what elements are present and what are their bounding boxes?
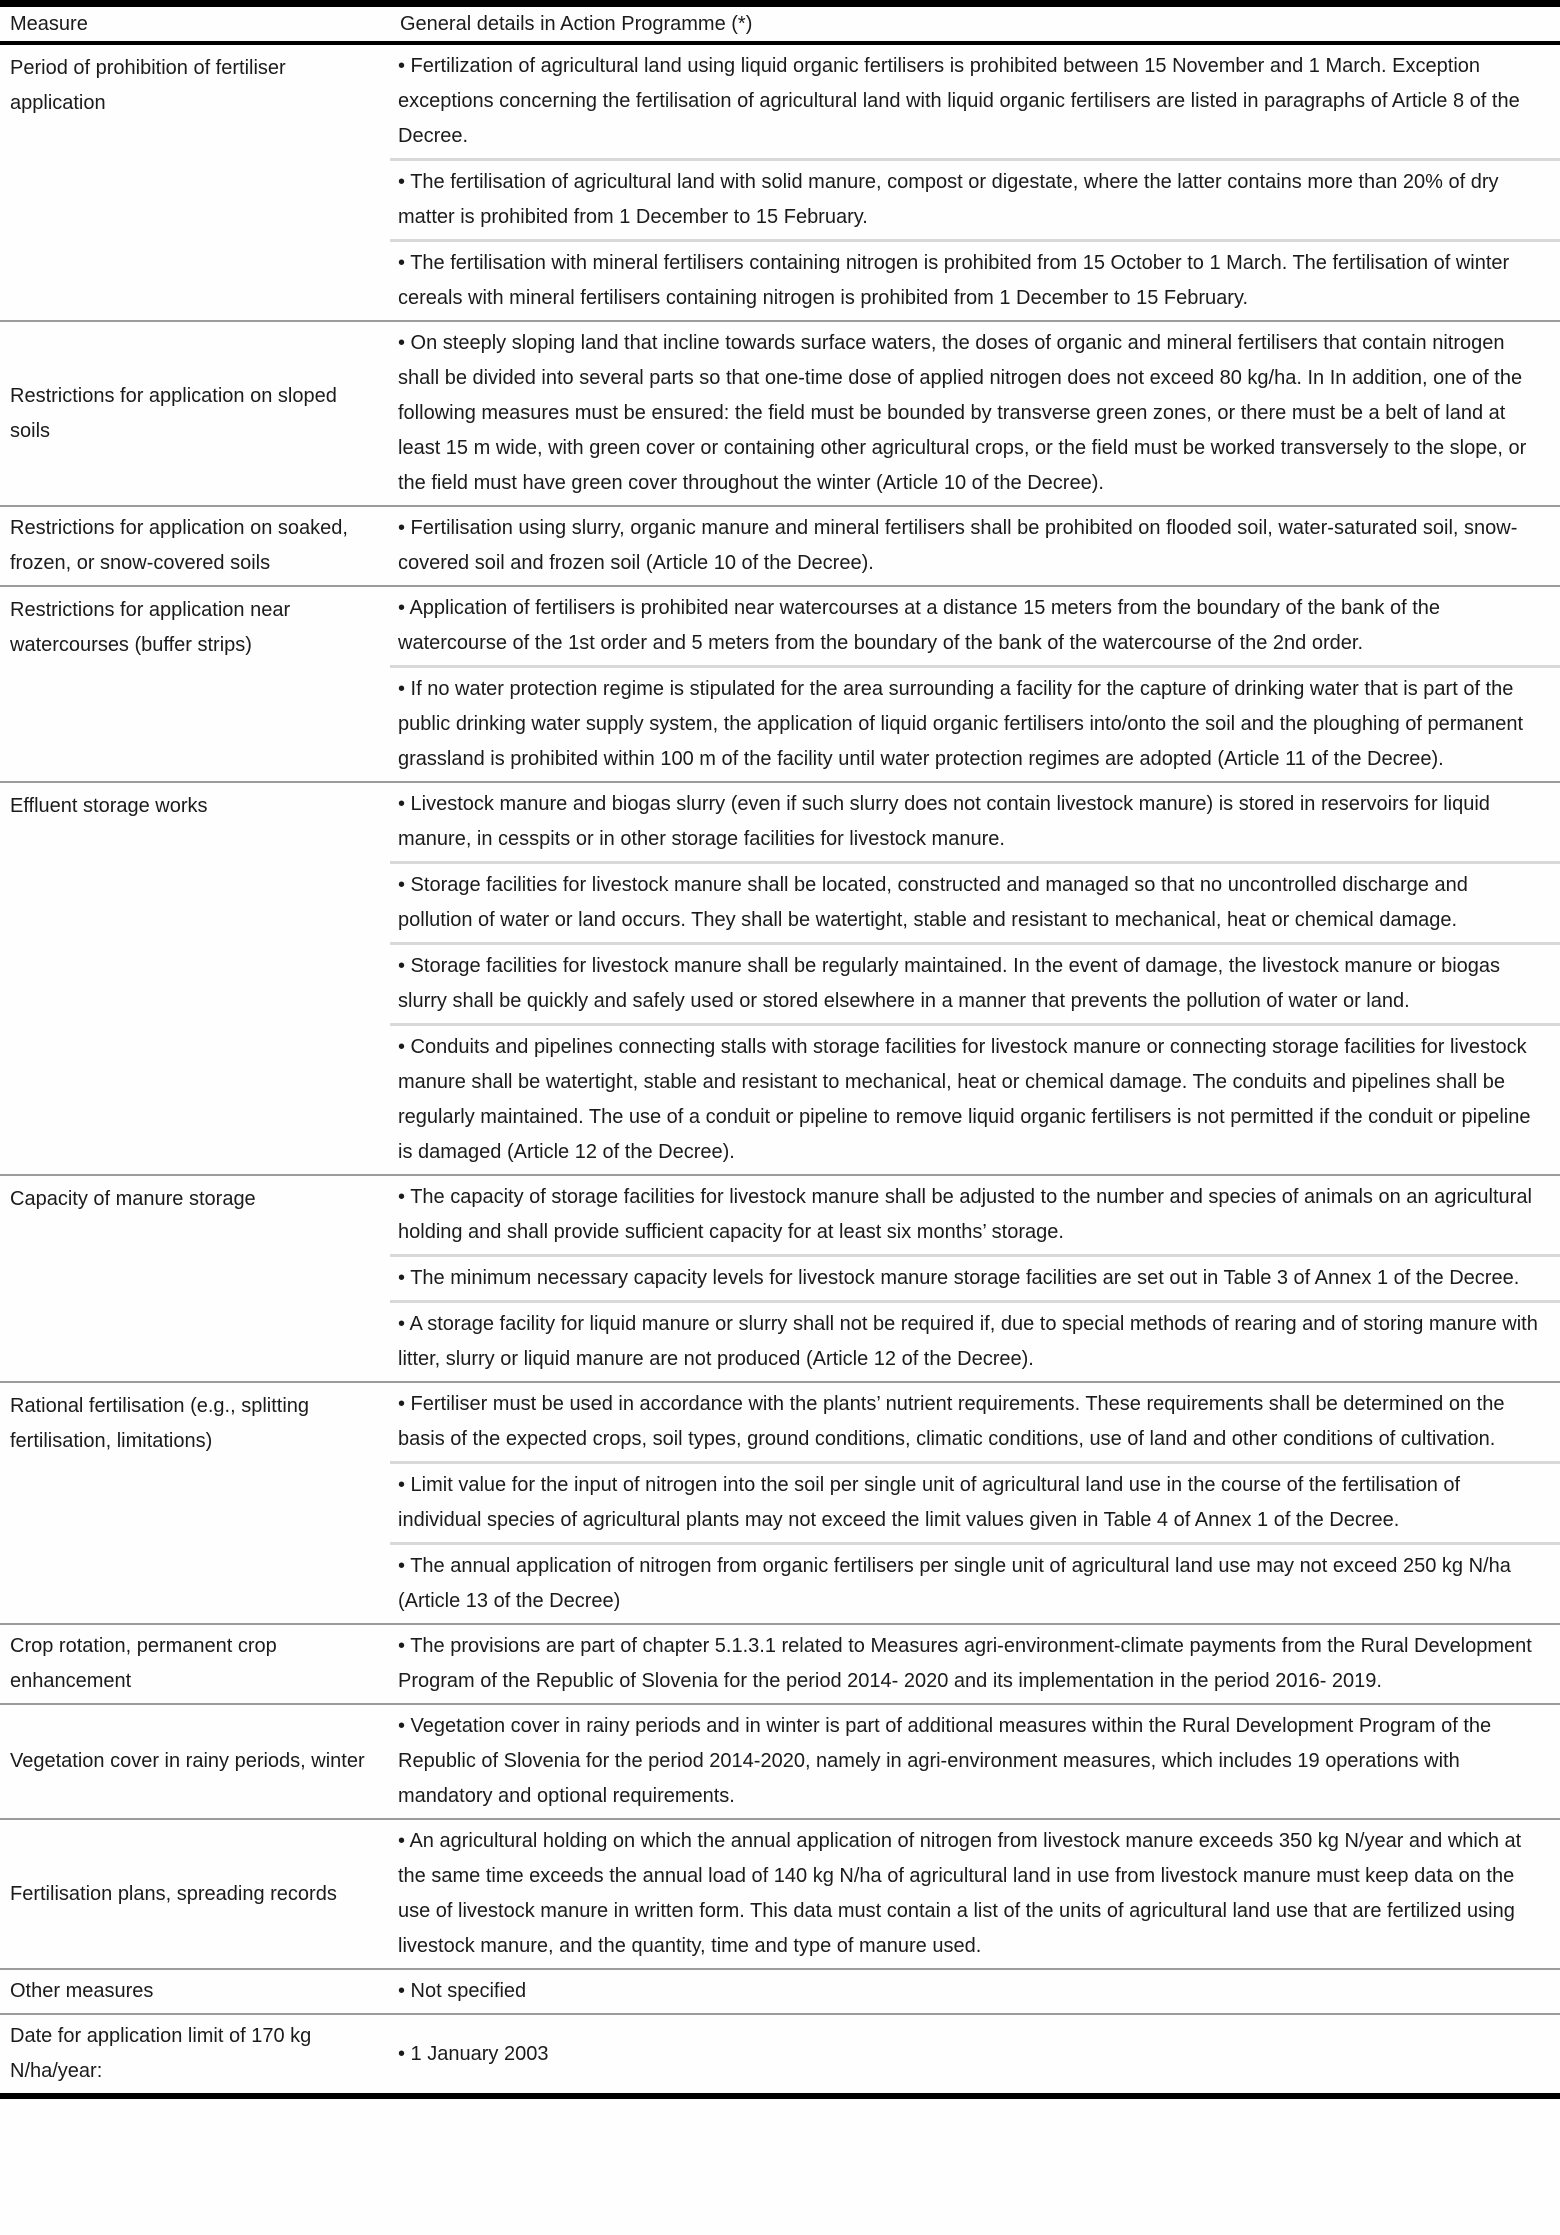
column-header-general-details: General details in Action Programme (*) bbox=[390, 4, 1560, 44]
measure-detail: • Fertilisation using slurry, organic manure and mineral fertilisers shall be prohibited on flooded soil, water-saturated soil, snow-covered soil and frozen soil (Article 10 of the Decree). bbox=[390, 506, 1560, 586]
measure-row bbox=[0, 321, 1560, 506]
measure-detail: • Application of fertilisers is prohibited near watercourses at a distance 15 meters from the boundary of the bank of the watercourse of the 1st order and 5 meters from the boundary of the bank of the watercourse of the 2nd order. bbox=[390, 586, 1560, 667]
measure-row bbox=[0, 782, 1560, 863]
measure-detail: • On steeply sloping land that incline towards surface waters, the doses of organic and mineral fertilisers that contain nitrogen shall be divided into several parts so that one-time dose of applied nitrogen does not exceed 80 kg/ha. In In addition, one of the following measures must be ensured: the field must be bounded by transverse green zones, or there must be a belt of land at least 15 m wide, with green cover or containing other agricultural crops, or the field must be worked transversely to the slope, or the field must have green cover throughout the winter (Article 10 of the Decree). bbox=[390, 321, 1560, 506]
header-row bbox=[0, 4, 1560, 44]
measure-detail: • 1 January 2003 bbox=[390, 2014, 1560, 2096]
measures-table-body bbox=[0, 43, 1560, 2096]
measure-row bbox=[0, 1969, 1560, 2014]
measure-label: Period of prohibition of fertiliser application bbox=[0, 43, 390, 321]
column-header-measure: Measure bbox=[0, 4, 390, 44]
measure-detail: • The minimum necessary capacity levels for livestock manure storage facilities are set out in Table 3 of Annex 1 of the Decree. bbox=[390, 1256, 1560, 1302]
measure-detail: • A storage facility for liquid manure or slurry shall not be required if, due to special methods of rearing and of storing manure with litter, slurry or liquid manure are not produced (Article 12 of the Decree). bbox=[390, 1302, 1560, 1383]
measure-label: Restrictions for application near watercourses (buffer strips) bbox=[0, 586, 390, 782]
measure-detail: • Storage facilities for livestock manure shall be located, constructed and managed so that no uncontrolled discharge and pollution of water or land occurs. They shall be watertight, stable and resistant to mechanical, heat or chemical damage. bbox=[390, 863, 1560, 944]
measure-label: Crop rotation, permanent crop enhancement bbox=[0, 1624, 390, 1704]
measure-label: Other measures bbox=[0, 1969, 390, 2014]
measure-label: Vegetation cover in rainy periods, winter bbox=[0, 1704, 390, 1819]
measure-detail: • The provisions are part of chapter 5.1.3.1 related to Measures agri-environment-climate payments from the Rural Development Program of the Republic of Slovenia for the period 2014- 2020 and its implementation in the period 2016- 2019. bbox=[390, 1624, 1560, 1704]
measure-label: Restrictions for application on soaked, frozen, or snow-covered soils bbox=[0, 506, 390, 586]
measure-label: Restrictions for application on sloped soils bbox=[0, 321, 390, 506]
measure-detail: • Livestock manure and biogas slurry (even if such slurry does not contain livestock manure) is stored in reservoirs for liquid manure, in cesspits or in other storage facilities for livestock manure. bbox=[390, 782, 1560, 863]
measure-label: Date for application limit of 170 kg N/ha/year: bbox=[0, 2014, 390, 2096]
measure-detail: • Fertilization of agricultural land using liquid organic fertilisers is prohibited between 15 November and 1 March. Exception exceptions concerning the fertilisation of agricultural land with liquid organic fertilisers are listed in paragraphs of Article 8 of the Decree. bbox=[390, 43, 1560, 160]
measure-row bbox=[0, 2014, 1560, 2096]
measure-detail: • Vegetation cover in rainy periods and in winter is part of additional measures within the Rural Development Program of the Republic of Slovenia for the period 2014-2020, namely in agri-environment measures, which includes 19 operations with mandatory and optional requirements. bbox=[390, 1704, 1560, 1819]
measure-detail: • If no water protection regime is stipulated for the area surrounding a facility for the capture of drinking water that is part of the public drinking water supply system, the application of liquid organic fertilisers into/onto the soil and the ploughing of permanent grassland is prohibited within 100 m of the facility until water protection regimes are adopted (Article 11 of the Decree). bbox=[390, 667, 1560, 783]
measure-row bbox=[0, 1819, 1560, 1969]
measure-detail: • The capacity of storage facilities for livestock manure shall be adjusted to the number and species of animals on an agricultural holding and shall provide sufficient capacity for at least six months’ storage. bbox=[390, 1175, 1560, 1256]
table-header bbox=[0, 4, 1560, 44]
measure-label: Fertilisation plans, spreading records bbox=[0, 1819, 390, 1969]
measure-detail: • Storage facilities for livestock manure shall be regularly maintained. In the event of damage, the livestock manure or biogas slurry shall be quickly and safely used or stored elsewhere in a manner that prevents the pollution of water or land. bbox=[390, 944, 1560, 1025]
measure-detail: • The fertilisation of agricultural land with solid manure, compost or digestate, where the latter contains more than 20% of dry matter is prohibited from 1 December to 15 February. bbox=[390, 160, 1560, 241]
measure-label: Effluent storage works bbox=[0, 782, 390, 1175]
measure-row bbox=[0, 1382, 1560, 1463]
measure-detail: • The annual application of nitrogen from organic fertilisers per single unit of agricultural land use may not exceed 250 kg N/ha (Article 13 of the Decree) bbox=[390, 1544, 1560, 1625]
measure-label: Capacity of manure storage bbox=[0, 1175, 390, 1382]
measure-detail: • The fertilisation with mineral fertilisers containing nitrogen is prohibited from 15 October to 1 March. The fertilisation of winter cereals with mineral fertilisers containing nitrogen is prohibited from 1 December to 15 February. bbox=[390, 241, 1560, 322]
measure-detail: • An agricultural holding on which the annual application of nitrogen from livestock manure exceeds 350 kg N/year and which at the same time exceeds the annual load of 140 kg N/ha of agricultural land in use from livestock manure must keep data on the use of livestock manure in written form. This data must contain a list of the units of agricultural land use that are fertilized using livestock manure, and the quantity, time and type of manure used. bbox=[390, 1819, 1560, 1969]
measure-row bbox=[0, 1175, 1560, 1256]
measure-row bbox=[0, 506, 1560, 586]
measure-row bbox=[0, 43, 1560, 160]
measure-row bbox=[0, 1624, 1560, 1704]
measure-row bbox=[0, 1704, 1560, 1819]
measure-label: Rational fertilisation (e.g., splitting fertilisation, limitations) bbox=[0, 1382, 390, 1624]
measure-detail: • Limit value for the input of nitrogen into the soil per single unit of agricultural land use in the course of the fertilisation of individual species of agricultural plants may not exceed the limit values given in Table 4 of Annex 1 of the Decree. bbox=[390, 1463, 1560, 1544]
measure-row bbox=[0, 586, 1560, 667]
measure-detail: • Conduits and pipelines connecting stalls with storage facilities for livestock manure or connecting storage facilities for livestock manure shall be watertight, stable and resistant to mechanical, heat or chemical damage. The conduits and pipelines shall be regularly maintained. The use of a conduit or pipeline to remove liquid organic fertilisers is not permitted if the conduit or pipeline is damaged (Article 12 of the Decree). bbox=[390, 1025, 1560, 1176]
measure-detail: • Fertiliser must be used in accordance with the plants’ nutrient requirements. These requirements shall be determined on the basis of the expected crops, soil types, ground conditions, climatic conditions, use of land and other conditions of cultivation. bbox=[390, 1382, 1560, 1463]
measure-detail: • Not specified bbox=[390, 1969, 1560, 2014]
